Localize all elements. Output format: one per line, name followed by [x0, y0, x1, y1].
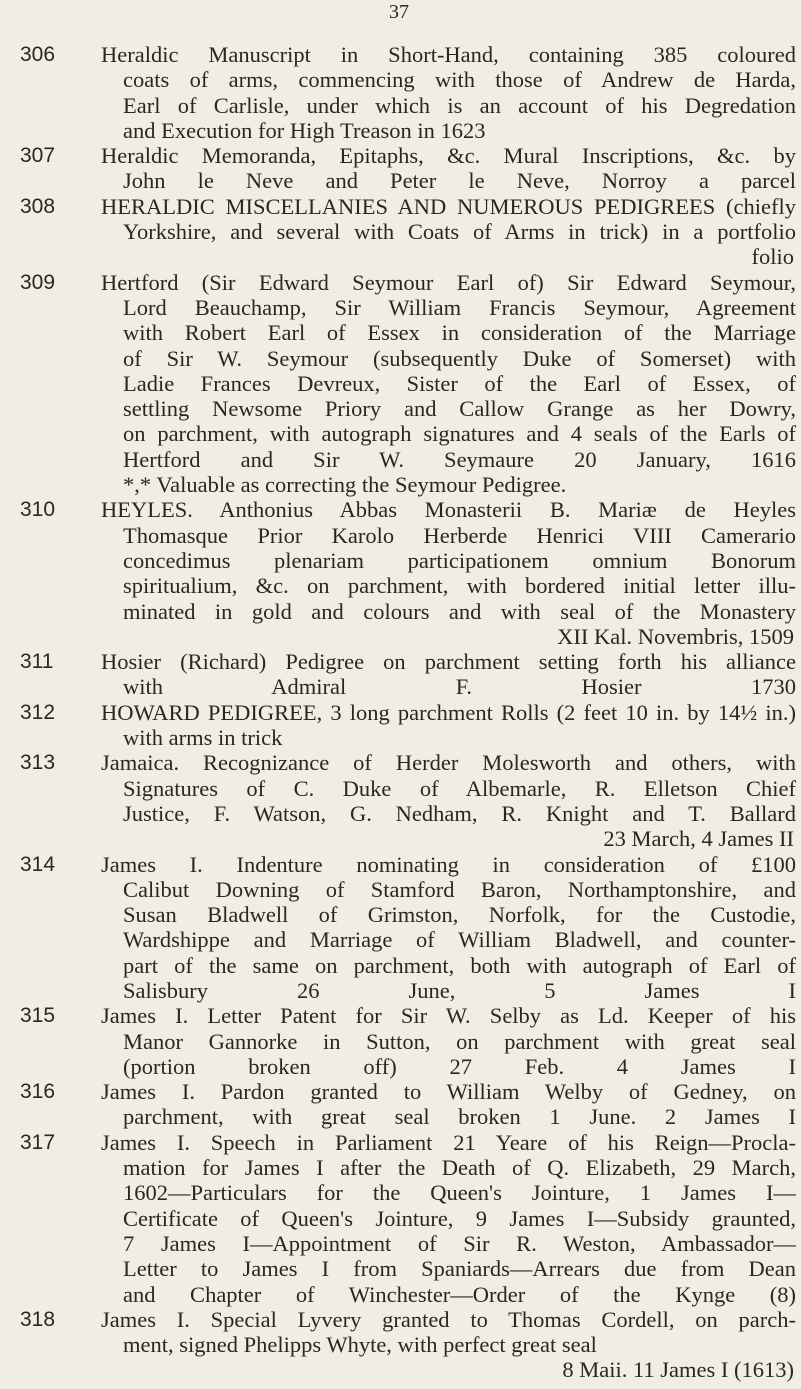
lot-number: 318: [20, 1307, 56, 1331]
catalogue-entry: [20, 497, 796, 649]
lot-number: 315: [20, 1004, 56, 1028]
entry-line: mation for James I after the Death of Q. Elizabeth, 29 March,: [123, 1155, 796, 1181]
catalogue-entry: [20, 194, 796, 270]
catalogue-entry: [20, 852, 796, 1004]
entry-line: HOWARD PEDIGREE, 3 long parchment Rolls (2 feet 10 in. by 14½ in.): [101, 699, 796, 725]
lot-number: 313: [20, 751, 56, 775]
entry-line: (portion broken off) 27 Feb. 4 James I: [123, 1053, 796, 1079]
entry-line: XII Kal. Novembris, 1509: [557, 623, 794, 649]
entry-text: [101, 270, 796, 498]
entry-line: Signatures of C. Duke of Albemarle, R. Elletson Chief: [123, 775, 796, 801]
entry-line: Hosier (Richard) Pedigree on parchment setting forth his alliance: [101, 649, 796, 675]
entry-line: with arms in trick: [123, 725, 283, 751]
entry-text: [101, 700, 796, 751]
entry-line: Hertford (Sir Edward Seymour Earl of) Sir Edward Seymour,: [101, 269, 796, 295]
entry-line: spiritualium, &c. on parchment, with bordered initial letter illu-: [123, 573, 796, 599]
lot-number: 312: [20, 700, 56, 724]
entry-line: Certificate of Queen's Jointure, 9 James I—Subsidy graunted,: [123, 1205, 796, 1231]
entry-line: and Chapter of Winchester—Order of the Kynge (8): [123, 1281, 796, 1307]
catalogue-entry: [20, 1130, 796, 1307]
entry-line: Jamaica. Recognizance of Herder Molesworth and others, with: [101, 750, 796, 776]
catalogue-entry: [20, 42, 796, 143]
entry-text: [101, 497, 796, 649]
entry-text: [101, 852, 796, 1004]
entry-line: of Sir W. Seymour (subsequently Duke of Somerset) with: [123, 345, 796, 371]
entry-line: with Admiral F. Hosier 1730: [123, 674, 796, 700]
catalogue-entry: [20, 750, 796, 851]
entry-line: Manor Gannorke in Sutton, on parchment with great seal: [123, 1028, 796, 1054]
catalogue-entry: [20, 1003, 796, 1079]
entry-text: [101, 143, 796, 194]
catalogue-entry: [20, 649, 796, 700]
entry-line: on parchment, with autograph signatures and 4 seals of the Earls of: [123, 421, 796, 447]
entry-line: HEYLES. Anthonius Abbas Monasterii B. Mariæ de Heyles: [101, 497, 796, 523]
page-number: 37: [389, 1, 409, 23]
entry-line: part of the same on parchment, both with autograph of Earl of: [123, 952, 796, 978]
entry-line: Thomasque Prior Karolo Herberde Henrici VIII Camerario: [123, 522, 796, 548]
entry-line: Salisbury 26 June, 5 James I: [123, 977, 796, 1003]
entry-text: [101, 1307, 796, 1383]
catalogue-entry: [20, 1079, 796, 1130]
lot-number: 316: [20, 1080, 56, 1104]
entry-line: concedimus plenariam participationem omnium Bonorum: [123, 547, 796, 573]
entry-line: Heraldic Manuscript in Short-Hand, containing 385 coloured: [101, 42, 796, 67]
entry-line: folio: [751, 244, 794, 270]
entry-line: HERALDIC MISCELLANIES AND NUMEROUS PEDIGREES (chiefly: [101, 193, 796, 219]
entry-line: James I. Pardon granted to William Welby of Gedney, on: [101, 1079, 796, 1105]
entry-line: 1602—Particulars for the Queen's Jointure, 1 James I—: [123, 1180, 796, 1206]
entry-line: and Execution for High Treason in 1623: [123, 117, 486, 143]
entry-line: Ladie Frances Devreux, Sister of the Earl of Essex, of: [123, 370, 796, 396]
entry-text: [101, 750, 796, 851]
entry-text: [101, 194, 796, 270]
entry-line: Heraldic Memoranda, Epitaphs, &c. Mural Inscriptions, &c. by: [101, 143, 796, 169]
entry-line: James I. Letter Patent for Sir W. Selby as Ld. Keeper of his: [101, 1003, 796, 1029]
entry-line: Calibut Downing of Stamford Baron, Northamptonshire, and: [123, 876, 796, 902]
entry-text: [101, 1130, 796, 1307]
catalogue-entry: [20, 143, 796, 194]
catalogue-entries: [20, 42, 796, 1383]
entry-line: Justice, F. Watson, G. Nedham, R. Knight and T. Ballard: [123, 800, 796, 826]
entry-line: Yorkshire, and several with Coats of Arms in trick) in a portfolio: [123, 219, 796, 245]
entry-text: [101, 1079, 796, 1130]
lot-number: 317: [20, 1130, 56, 1154]
lot-number: 311: [20, 650, 54, 674]
entry-line: Letter to James I from Spaniards—Arrears due from Dean: [123, 1256, 796, 1282]
entry-line: ment, signed Phelipps Whyte, with perfect great seal: [123, 1332, 597, 1358]
lot-number: 310: [20, 498, 56, 522]
entry-line: Lord Beauchamp, Sir William Francis Seymour, Agreement: [123, 294, 796, 320]
catalogue-entry: [20, 1307, 796, 1383]
entry-text: [101, 1003, 796, 1079]
catalogue-entry: [20, 700, 796, 751]
lot-number: 314: [20, 852, 56, 876]
entry-text: [101, 649, 796, 700]
entry-line: with Robert Earl of Essex in consideration of the Marriage: [123, 320, 796, 346]
entry-line: parchment, with great seal broken 1 June. 2 James I: [123, 1104, 796, 1130]
entry-line: 8 Maii. 11 James I (1613): [562, 1357, 794, 1383]
entry-line: Hertford and Sir W. Seymaure 20 January, 1616: [123, 446, 796, 472]
entry-line: John le Neve and Peter le Neve, Norroy a parcel: [123, 168, 796, 194]
lot-number: 308: [20, 194, 56, 218]
lot-number: 307: [20, 144, 56, 168]
entry-text: [101, 42, 796, 143]
entry-line: James I. Indenture nominating in consideration of £100: [101, 851, 796, 877]
entry-line: coats of arms, commencing with those of Andrew de Harda,: [123, 67, 796, 93]
lot-number: 309: [20, 270, 56, 294]
entry-line: James I. Speech in Parliament 21 Yeare of his Reign—Procla-: [101, 1129, 796, 1155]
entry-line: minated in gold and colours and with seal of the Monastery: [123, 598, 796, 624]
entry-line: *,* Valuable as correcting the Seymour Pedigree.: [123, 472, 567, 498]
catalogue-entry: [20, 270, 796, 498]
entry-line: James I. Special Lyvery granted to Thomas Cordell, on parch-: [101, 1306, 796, 1332]
entry-line: Susan Bladwell of Grimston, Norfolk, for the Custodie,: [123, 902, 796, 928]
entry-line: Wardshippe and Marriage of William Bladwell, and counter-: [123, 927, 796, 953]
entry-line: 7 James I—Appointment of Sir R. Weston, Ambassador—: [123, 1230, 796, 1256]
entry-line: Earl of Carlisle, under which is an account of his Degredation: [123, 92, 796, 118]
lot-number: 306: [20, 43, 56, 66]
entry-line: settling Newsome Priory and Callow Grange as her Dowry,: [123, 396, 796, 422]
entry-line: 23 March, 4 James II: [603, 826, 794, 852]
